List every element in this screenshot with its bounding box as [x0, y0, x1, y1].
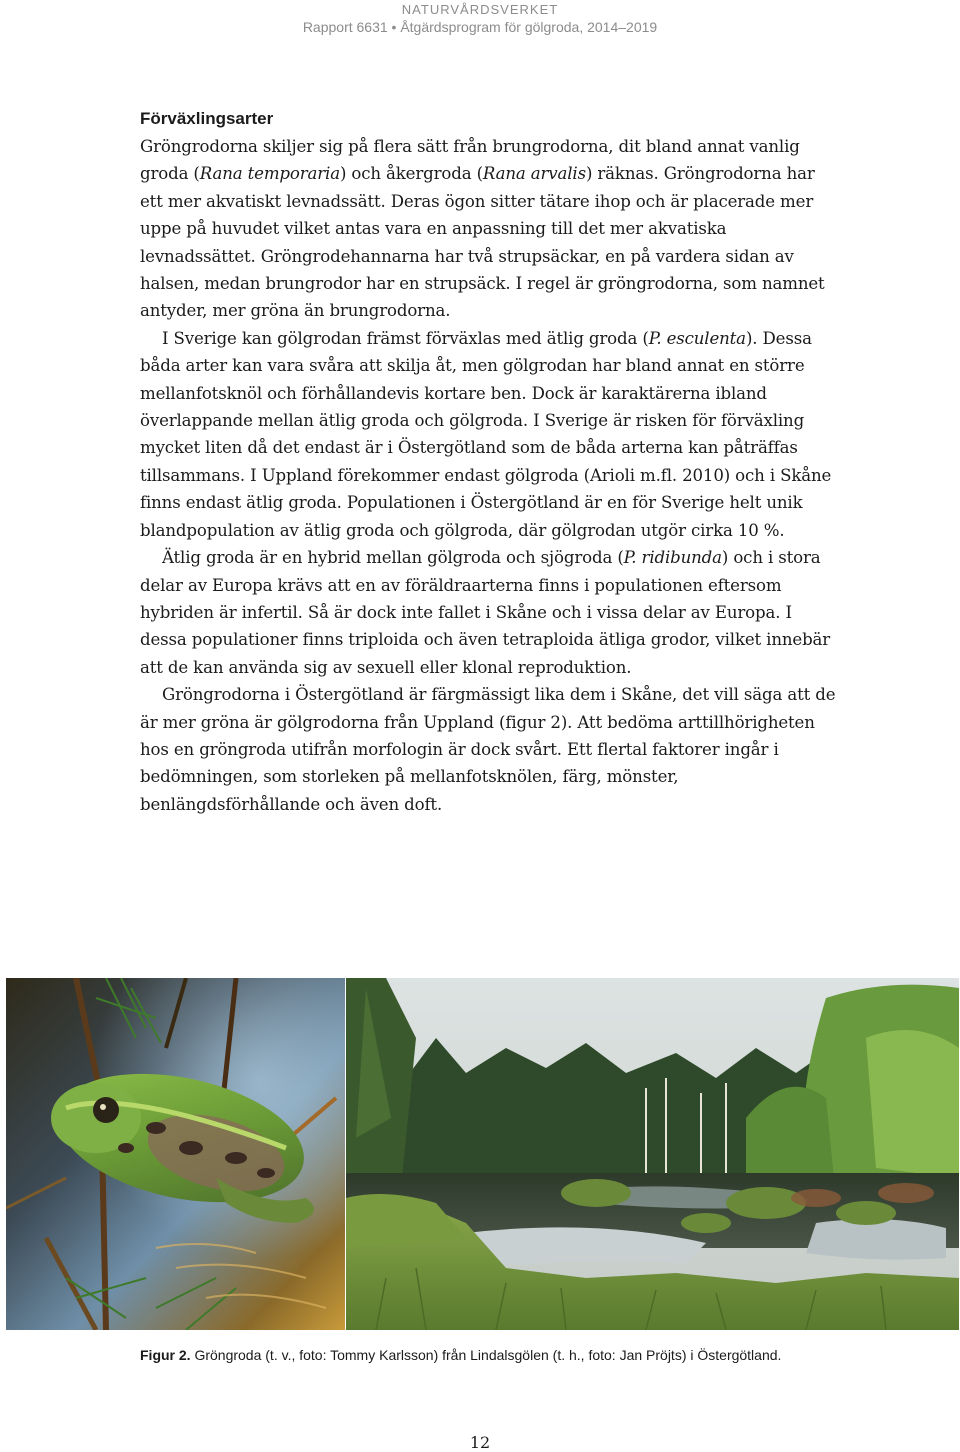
organization-name: NATURVÅRDSVERKET: [401, 2, 559, 17]
paragraph-4: [140, 681, 840, 818]
figure-photos: [6, 978, 960, 1330]
text: ) och i stora delar av Europa krävs att en av föräldraarterna finns i populationen eftersom hybriden är infertil. Så är dock inte fallet i Skåne och i vissa delar av Europa. I dessa populationer finns triploida och även tetraploida ätliga grodor, vilket innebär att de kan använda sig av sexuell eller klonal reproduktion.: [140, 548, 831, 677]
figure-caption-text: Gröngroda (t. v., foto: Tommy Karlsson) från Lindalsgölen (t. h., foto: Jan Pröjts) i Östergötland.: [190, 1347, 782, 1363]
text: ) räknas. Gröngrodorna har ett mer akvatiskt levnadssätt. Deras ögon sitter tätare ihop och är placerade mer uppe på huvudet vilket antas vara en anpassning till det mer akvatiska levnadssättet. Gröngrodehannarna har två strupsäckar, en på vardera sidan av halsen, medan brungrodor har en strupsäck. I regel är gröngrodorna, som namnet antyder, mer gröna än brungrodorna.: [140, 164, 825, 321]
paragraph-3: [140, 544, 840, 681]
text: I Sverige kan gölgrodan främst förväxlas med ätlig groda (: [162, 328, 649, 348]
report-title: Rapport 6631 • Åtgärdsprogram för gölgroda, 2014–2019: [302, 19, 658, 35]
figure-label: Figur 2.: [140, 1347, 191, 1363]
section-heading: Förväxlingsarter: [140, 109, 274, 128]
text: ). Dessa båda arter kan vara svåra att skilja åt, men gölgrodan har bland annat en större mellanfotsknöl och förhållandevis kortare ben. Dock är karaktärerna ibland överlappande mellan ätlig groda och gölgroda. I Sverige är risken för förväxling mycket liten då det endast är i Östergötland som de båda arterna kan påträffas tillsammans. I Uppland förekommer endast gölgroda (Arioli m.fl. 2010) och i Skåne finns endast ätlig groda. Populationen i Östergötland är en för Sverige helt unik blandpopulation av ätlig groda och gölgroda, där gölgrodan utgör cirka 10 %.: [140, 328, 832, 540]
species-name: P. ridibunda: [623, 548, 722, 568]
lake-photo: [346, 978, 959, 1330]
species-name: P. esculenta: [648, 328, 746, 348]
main-content: [140, 107, 840, 818]
text: Gröngrodorna i Östergötland är färgmässigt lika dem i Skåne, det vill säga att de är mer gröna är gölgrodorna från Uppland (figur 2). Att bedöma arttillhörigheten hos en gröngroda utifrån morfologin är dock svårt. Ett flertal faktorer ingår i bedömningen, som storleken på mellanfotsknölen, färg, mönster, benlängdsförhållande och även doft.: [140, 685, 836, 814]
paragraph-1: [140, 133, 840, 325]
frog-photo: [6, 978, 345, 1330]
page-number: 12: [469, 1433, 491, 1452]
species-name: Rana temporaria: [199, 164, 340, 184]
species-name: Rana arvalis: [482, 164, 586, 184]
text: ) och åkergroda (: [339, 164, 483, 184]
figure-caption: [140, 1345, 840, 1366]
text: Gröngrodorna skiljer sig på flera sätt från brungrodorna, dit bland annat vanlig groda (: [140, 137, 800, 184]
paragraph-2: [140, 325, 840, 544]
text: Ätlig groda är en hybrid mellan gölgroda och sjögroda (: [162, 548, 624, 568]
